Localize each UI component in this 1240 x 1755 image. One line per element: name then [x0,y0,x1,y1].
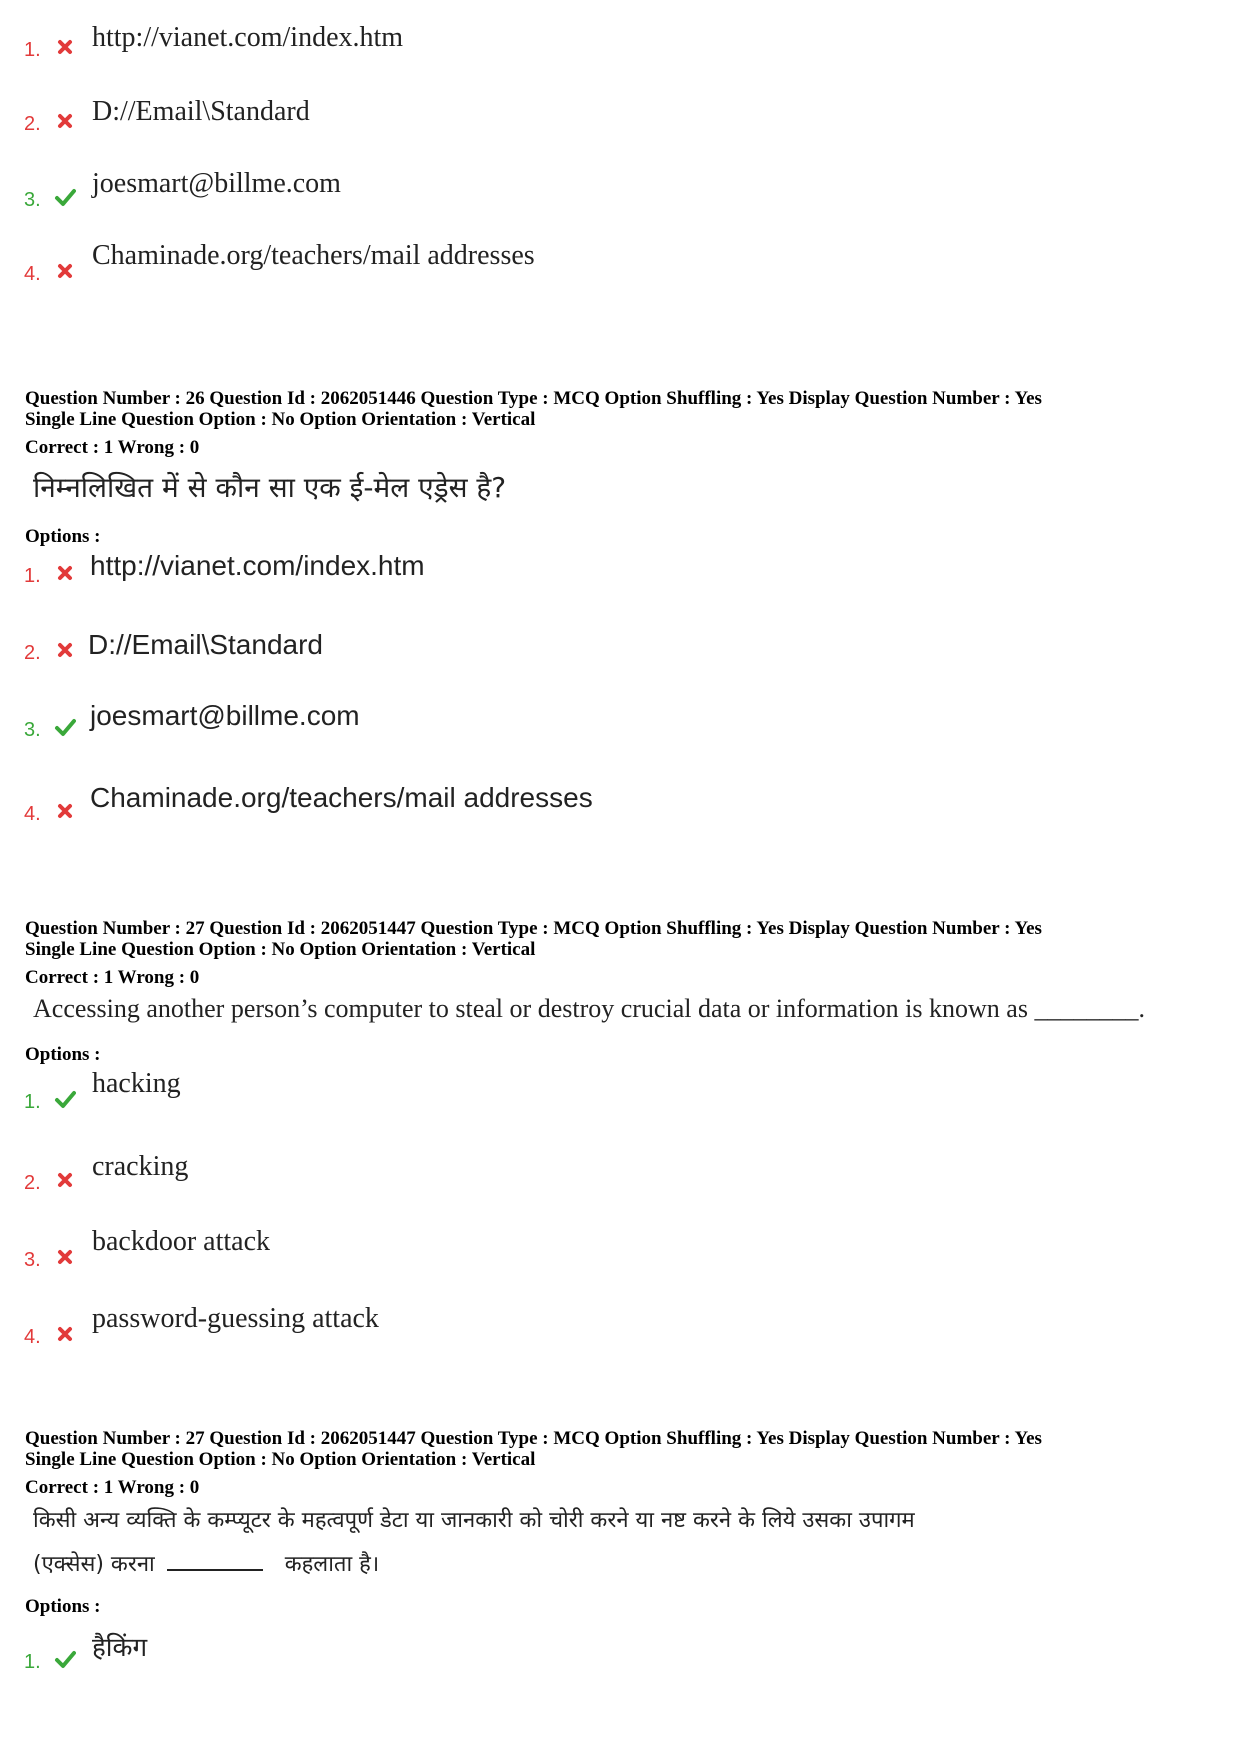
option-text: D://Email\Standard [88,629,323,660]
option-text: cracking [92,1151,189,1182]
option-text: joesmart@billme.com [90,700,360,731]
question-meta-line1: Question Number : 27 Question Id : 2062051447 Question Type : MCQ Option Shuffling : Yes Display Question Number : Yes [25,918,1042,939]
option-number: 1. [24,1651,41,1673]
option-text: joesmart@billme.com [92,168,341,199]
option-text: Chaminade.org/teachers/mail addresses [90,782,593,813]
cross-icon [54,1169,76,1191]
option-number: 3. [24,719,41,741]
option-text: हैकिंग [92,1633,148,1663]
option-number: 2. [24,113,41,135]
cross-icon [54,1246,76,1268]
score-line: Correct : 1 Wrong : 0 [25,1477,200,1498]
check-icon [54,186,76,208]
cross-icon [54,36,76,58]
question-meta-line1: Question Number : 26 Question Id : 2062051446 Question Type : MCQ Option Shuffling : Yes Display Question Number : Yes [25,388,1042,409]
option-number: 2. [24,642,41,664]
option-text: Chaminade.org/teachers/mail addresses [92,240,535,271]
option-text: password-guessing attack [92,1303,379,1334]
option-number: 1. [24,1091,41,1113]
question-text-part-b: कहलाता है। [284,1552,380,1577]
option-number: 3. [24,189,41,211]
question-text-line2 [33,1548,379,1578]
option-number: 1. [24,565,41,587]
option-text: backdoor attack [92,1226,271,1257]
options-label: Options : [25,1044,101,1065]
check-icon [54,716,76,738]
cross-icon [54,800,76,822]
score-line: Correct : 1 Wrong : 0 [25,967,200,988]
question-text-part-a: (एक्सेस) करना [33,1552,155,1577]
score-line: Correct : 1 Wrong : 0 [25,437,200,458]
check-icon [54,1088,76,1110]
option-text: http://vianet.com/index.htm [92,22,404,53]
question-meta-line2: Single Line Question Option : No Option Orientation : Vertical [25,1449,536,1470]
question-text: निम्नलिखित में से कौन सा एक ई-मेल एड्रेस है? [33,471,507,504]
question-meta-line1: Question Number : 27 Question Id : 2062051447 Question Type : MCQ Option Shuffling : Yes Display Question Number : Yes [25,1428,1042,1449]
fill-blank [167,1568,263,1571]
options-label: Options : [25,1596,101,1617]
option-number: 1. [24,39,41,61]
options-label: Options : [25,526,101,547]
cross-icon [54,1323,76,1345]
question-text: Accessing another person’s computer to steal or destroy crucial data or information is known as ________. [33,994,1145,1023]
option-text: hacking [92,1068,181,1099]
option-number: 4. [24,263,41,285]
cross-icon [54,110,76,132]
option-text: http://vianet.com/index.htm [90,550,425,581]
question-meta-line2: Single Line Question Option : No Option Orientation : Vertical [25,409,536,430]
option-text: D://Email\Standard [92,96,310,127]
cross-icon [54,639,76,661]
check-icon [54,1648,76,1670]
question-text-line1: किसी अन्य व्यक्ति के कम्प्यूटर के महत्वपूर्ण डेटा या जानकारी को चोरी करने या नष्ट करने के लिये उसका उपागम [33,1508,915,1533]
cross-icon [54,260,76,282]
option-number: 3. [24,1249,41,1271]
option-number: 4. [24,1326,41,1348]
cross-icon [54,562,76,584]
question-meta-line2: Single Line Question Option : No Option Orientation : Vertical [25,939,536,960]
option-number: 2. [24,1172,41,1194]
option-number: 4. [24,803,41,825]
